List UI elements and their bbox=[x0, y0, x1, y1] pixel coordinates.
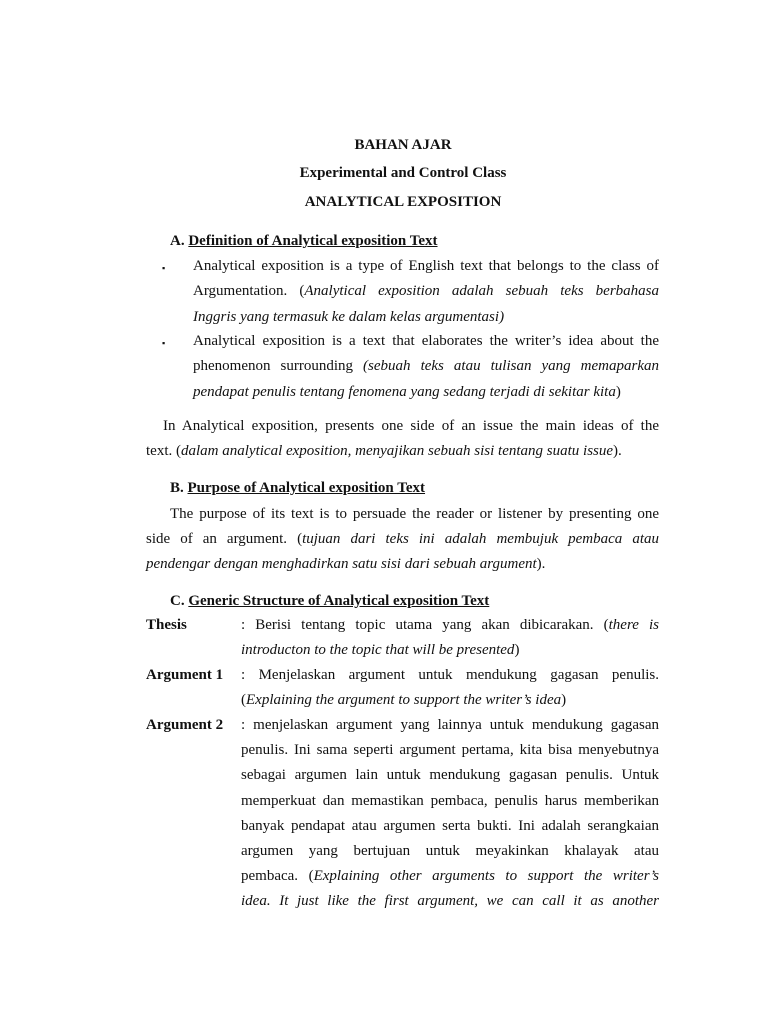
bullet-icon: ▪ bbox=[162, 338, 166, 348]
section-a-letter: A. bbox=[170, 233, 185, 249]
argument1-line2: (Explaining the argument to support the writer’s idea) bbox=[241, 692, 567, 708]
argument2-line6: argumen yang bertujuan untuk meyakinkan khalayak atau bbox=[241, 843, 659, 859]
thesis-line2: introducton to the topic that will be presented) bbox=[241, 642, 520, 658]
title-bahan-ajar: BAHAN AJAR bbox=[354, 137, 452, 153]
argument1-line1: : Menjelaskan argument untuk mendukung gagasan penulis. bbox=[241, 667, 659, 683]
section-b-line1: The purpose of its text is to persuade the reader or listener by presenting one bbox=[170, 506, 659, 522]
bullet-icon: ▪ bbox=[162, 263, 166, 273]
section-a-bullet1-line1: Analytical exposition is a type of English text that belongs to the class of bbox=[193, 258, 659, 274]
section-b-title: Purpose of Analytical exposition Text bbox=[187, 480, 426, 496]
argument2-line4: memperkuat dan memastikan pembaca, penulis harus memberikan bbox=[241, 793, 659, 809]
thesis-line1: : Berisi tentang topic utama yang akan dibicarakan. (there is bbox=[241, 617, 659, 633]
argument1-label: Argument 1 bbox=[146, 667, 224, 683]
thesis-label: Thesis bbox=[146, 617, 187, 633]
section-a-bullet1-line2: Argumentation. (Analytical exposition adalah sebuah teks berbahasa bbox=[193, 283, 659, 299]
argument2-line5: banyak pendapat atau argumen serta bukti. Ini adalah serangkaian bbox=[241, 818, 659, 834]
section-b-heading bbox=[170, 480, 425, 497]
argument2-line8: idea. It just like the first argument, we can call it as another bbox=[241, 893, 659, 909]
section-a-bullet2-line3: pendapat penulis tentang fenomena yang sedang terjadi di sekitar kita) bbox=[193, 384, 621, 400]
section-b-letter: B. bbox=[170, 480, 184, 496]
title-class: Experimental and Control Class bbox=[299, 165, 507, 181]
argument2-line7: pembaca. (Explaining other arguments to support the writer’s bbox=[241, 868, 659, 884]
section-b-line3: pendengar dengan menghadirkan satu sisi dari sebuah argument). bbox=[146, 556, 546, 572]
argument2-line3: sebagai argumen lain untuk mendukung gagasan penulis. Untuk bbox=[241, 767, 659, 783]
section-c-letter: C. bbox=[170, 593, 185, 609]
section-a-paragraph-line2: text. (dalam analytical exposition, menyajikan sebuah sisi tentang suatu issue). bbox=[146, 443, 622, 459]
section-a-bullet2-line1: Analytical exposition is a text that elaborates the writer’s idea about the bbox=[193, 333, 659, 349]
section-b-line2: side of an argument. (tujuan dari teks ini adalah membujuk pembaca atau bbox=[146, 531, 659, 547]
section-a-heading bbox=[170, 233, 438, 250]
section-c-heading bbox=[170, 593, 489, 610]
section-a-bullet1-line3: Inggris yang termasuk ke dalam kelas argumentasi) bbox=[193, 309, 505, 325]
title-analytical-exposition: ANALYTICAL EXPOSITION bbox=[304, 194, 502, 210]
argument2-line2: penulis. Ini sama seperti argument pertama, kita bisa menyebutnya bbox=[241, 742, 659, 758]
section-a-title: Definition of Analytical exposition Text bbox=[188, 233, 438, 249]
argument2-line1: : menjelaskan argument yang lainnya untuk mendukung gagasan bbox=[241, 717, 659, 733]
argument2-label: Argument 2 bbox=[146, 717, 224, 733]
section-c-title: Generic Structure of Analytical exposition Text bbox=[188, 593, 490, 609]
section-a-paragraph-line1: In Analytical exposition, presents one side of an issue the main ideas of the bbox=[163, 418, 659, 434]
section-a-bullet2-line2: phenomenon surrounding (sebuah teks atau tulisan yang memaparkan bbox=[193, 358, 659, 374]
